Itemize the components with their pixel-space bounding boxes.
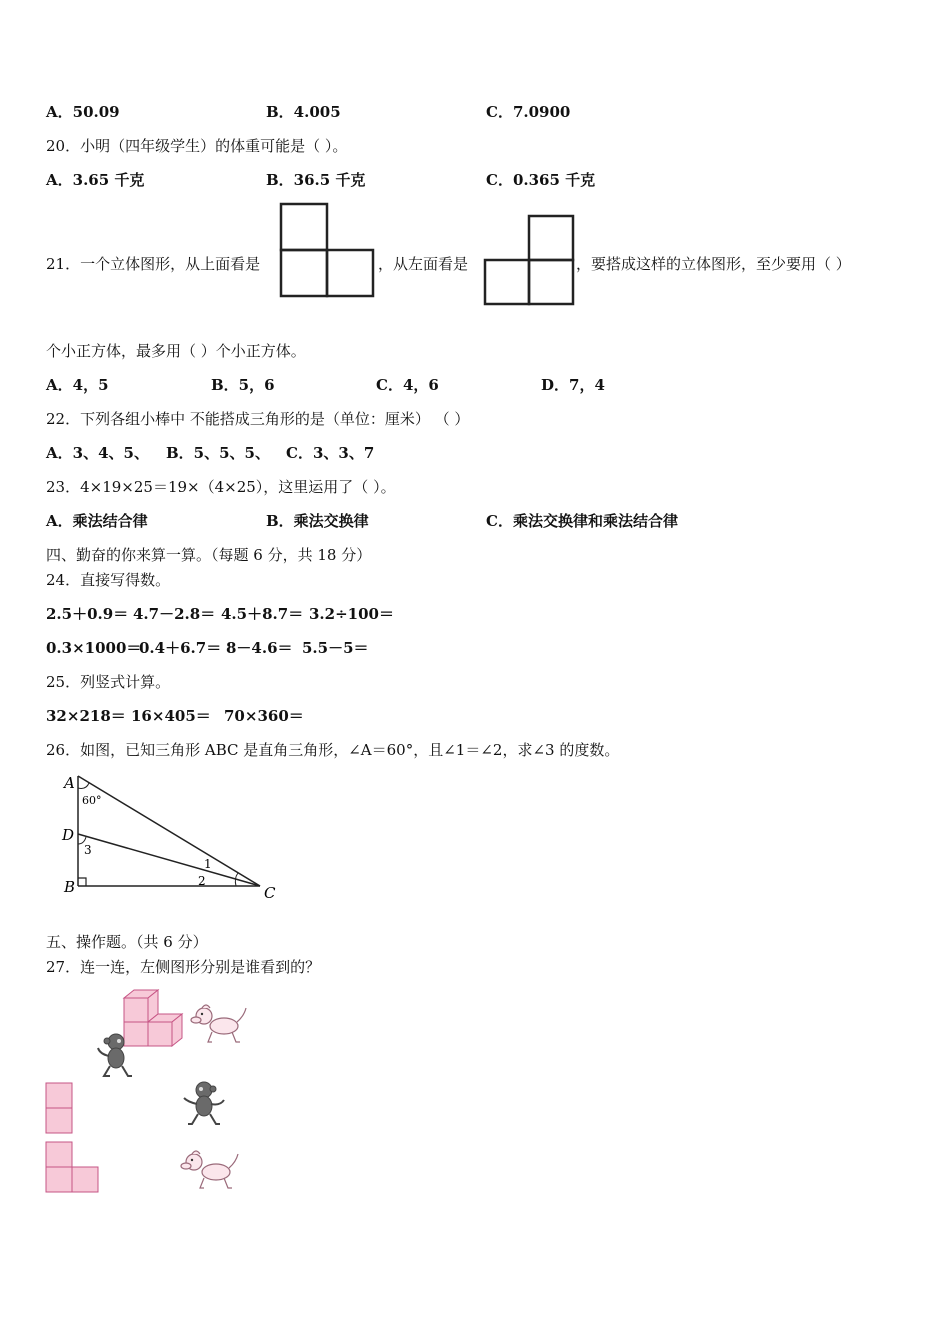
label-3: 3	[84, 843, 92, 857]
q21-option-b[interactable]: B．5，6	[211, 376, 275, 394]
q23-option-a[interactable]: A．乘法结合律	[46, 512, 148, 530]
q24-expr-7: 8－4.6＝	[226, 639, 293, 657]
q19-option-a[interactable]: A．50.09	[46, 103, 120, 121]
q19-option-c[interactable]: C．7.0900	[486, 103, 571, 121]
q23-question: 23．4×19×25＝19×（4×25），这里运用了（ ）。	[46, 478, 396, 496]
label-60: 60°	[82, 794, 102, 807]
q25-expr-3: 70×360＝	[224, 707, 304, 725]
q19-option-b[interactable]: B．4.005	[266, 103, 341, 121]
q25-question: 25．列竖式计算。	[46, 673, 171, 691]
q24-expr-1: 2.5＋0.9＝	[46, 605, 129, 623]
q21-option-c[interactable]: C．4，6	[376, 376, 439, 394]
q24-expr-8: 5.5－5＝	[302, 639, 369, 657]
label-1: 1	[204, 857, 212, 871]
q24-expr-5: 0.3×1000＝	[46, 639, 142, 657]
q24-question: 24．直接写得数。	[46, 571, 171, 589]
q23-option-b[interactable]: B．乘法交换律	[266, 512, 369, 530]
q23-option-c[interactable]: C．乘法交换律和乘法结合律	[486, 512, 678, 530]
q21-question-line2: 个小正方体，最多用（ ）个小正方体。	[46, 342, 306, 360]
q20-question: 20．小明（四年级学生）的体重可能是（ ）。	[46, 137, 348, 155]
q24-expr-4: 3.2÷100＝	[309, 605, 394, 623]
q21-question-part1: 21．一个立体图形，从上面看是	[46, 255, 261, 273]
q21-top-view-figure	[279, 202, 375, 300]
q21-option-a[interactable]: A．4，5	[46, 376, 109, 394]
label-2: 2	[198, 874, 206, 888]
q25-expr-1: 32×218＝	[46, 707, 126, 725]
q25-expr-2: 16×405＝	[131, 707, 211, 725]
q22-question: 22．下列各组小棒中 不能搭成三角形的是（单位：厘米） （ ）	[46, 410, 470, 428]
dog-icon	[190, 1002, 250, 1048]
q21-question-part3: ，要搭成这样的立体图形，至少要用（ ）	[576, 255, 851, 273]
label-a: A	[64, 774, 75, 792]
label-b: B	[64, 878, 76, 896]
q24-expr-2: 4.7－2.8＝	[133, 605, 216, 623]
q20-option-b[interactable]: B．36.5 千克	[266, 171, 366, 189]
q22-option-a[interactable]: A．3、4、5、	[46, 444, 149, 462]
section5-title: 五、操作题。（共 6 分）	[46, 933, 208, 951]
view-shape-2[interactable]	[45, 1141, 101, 1195]
q24-expr-6: 0.4＋6.7＝	[139, 639, 222, 657]
q20-option-c[interactable]: C．0.365 千克	[486, 171, 596, 189]
q22-option-b[interactable]: B．5、5、5、	[166, 444, 270, 462]
q20-option-a[interactable]: A．3.65 千克	[46, 171, 145, 189]
label-c: C	[264, 884, 276, 902]
q27-question: 27．连一连，左侧图形分别是谁看到的？	[46, 958, 321, 976]
section4-title: 四、勤奋的你来算一算。（每题 6 分，共 18 分）	[46, 546, 372, 564]
label-d: D	[62, 826, 75, 844]
q22-option-c[interactable]: C．3、3、7	[286, 444, 375, 462]
monkey-icon	[92, 1030, 142, 1080]
q26-question: 26．如图，已知三角形 ABC 是直角三角形，∠A＝60°，且∠1＝∠2，求∠3 的度数。	[46, 741, 620, 759]
q21-option-d[interactable]: D．7，4	[541, 376, 605, 394]
monkey-match-icon[interactable]	[180, 1078, 230, 1128]
q26-triangle-figure	[56, 768, 286, 904]
q21-left-view-figure	[483, 214, 575, 306]
dog-match-icon[interactable]	[180, 1148, 242, 1194]
view-shape-1[interactable]	[45, 1082, 75, 1136]
q24-expr-3: 4.5＋8.7＝	[221, 605, 304, 623]
q21-question-part2: ，从左面看是	[378, 255, 469, 273]
